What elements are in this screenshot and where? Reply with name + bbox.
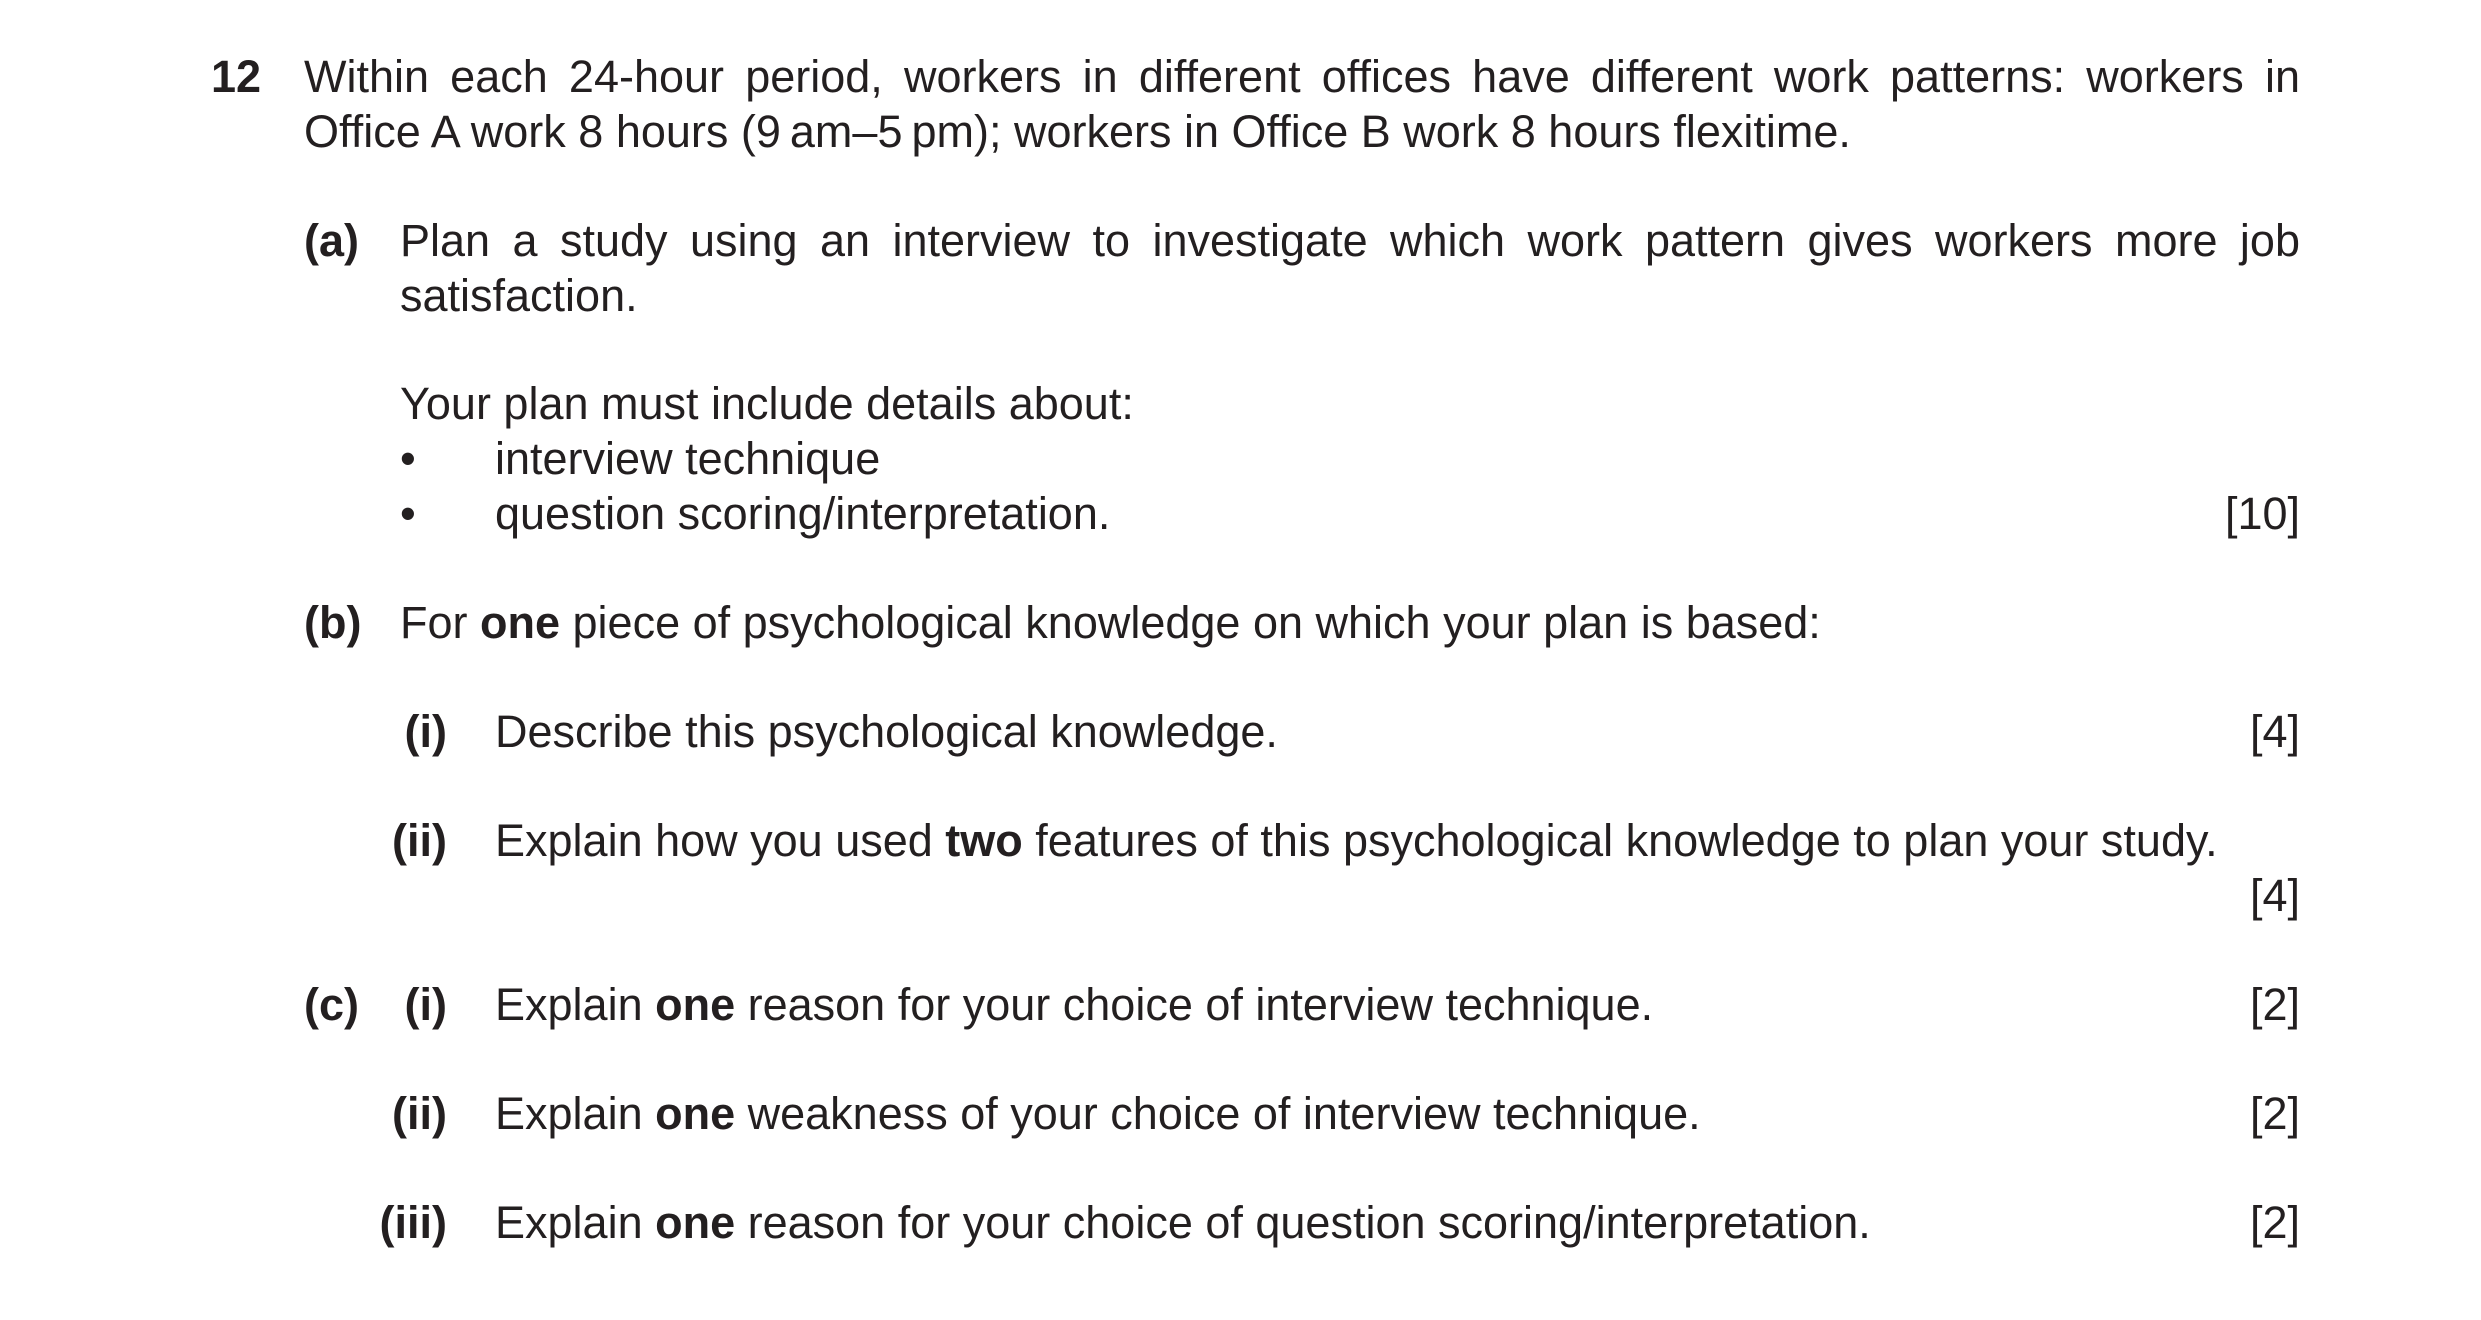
question-intro-line-1: Within each 24-hour period, workers in different offices have different work patterns: workers in <box>304 51 2300 102</box>
part-c-ii-label: (ii) <box>392 1088 447 1139</box>
part-a-line-2: satisfaction. <box>400 270 638 321</box>
part-a-line-1: Plan a study using an interview to investigate which work pattern gives workers more job <box>400 215 2300 266</box>
part-b-i-mark: [4] <box>2249 706 2300 757</box>
part-c-i-mark: [2] <box>2249 979 2300 1030</box>
part-c-ii-mark: [2] <box>2249 1088 2300 1139</box>
part-c-i-text: Explain one reason for your choice of interview technique. <box>495 979 1654 1030</box>
bullet-item-interview-technique: interview technique <box>495 433 881 484</box>
part-b-i-label: (i) <box>404 706 447 757</box>
bullet-item-question-scoring: question scoring/interpretation. <box>495 488 1111 539</box>
part-b-ii-mark: [4] <box>2249 870 2300 921</box>
part-b-ii-label: (ii) <box>392 815 447 866</box>
part-c-i-label: (i) <box>404 979 447 1030</box>
part-b-label: (b) <box>304 597 362 648</box>
part-c-iii-mark: [2] <box>2249 1197 2300 1248</box>
question-intro-line-2: Office A work 8 hours (9 am–5 pm); workers in Office B work 8 hours flexitime. <box>304 106 1851 157</box>
part-c-label: (c) <box>304 979 359 1030</box>
part-a-label: (a) <box>304 215 359 266</box>
bullet-point: • <box>400 488 416 539</box>
part-b-i-text: Describe this psychological knowledge. <box>495 706 1278 757</box>
question-number: 12 <box>211 51 262 102</box>
part-c-iii-text: Explain one reason for your choice of question scoring/interpretation. <box>495 1197 1871 1248</box>
part-a-mark: [10] <box>2224 488 2300 539</box>
part-c-iii-label: (iii) <box>379 1197 447 1248</box>
part-b-text: For one piece of psychological knowledge on which your plan is based: <box>400 597 1821 648</box>
part-c-ii-text: Explain one weakness of your choice of interview technique. <box>495 1088 1701 1139</box>
part-b-ii-text: Explain how you used two features of this psychological knowledge to plan your study. <box>495 815 2218 866</box>
bullet-point: • <box>400 433 416 484</box>
plan-intro: Your plan must include details about: <box>400 378 1134 429</box>
